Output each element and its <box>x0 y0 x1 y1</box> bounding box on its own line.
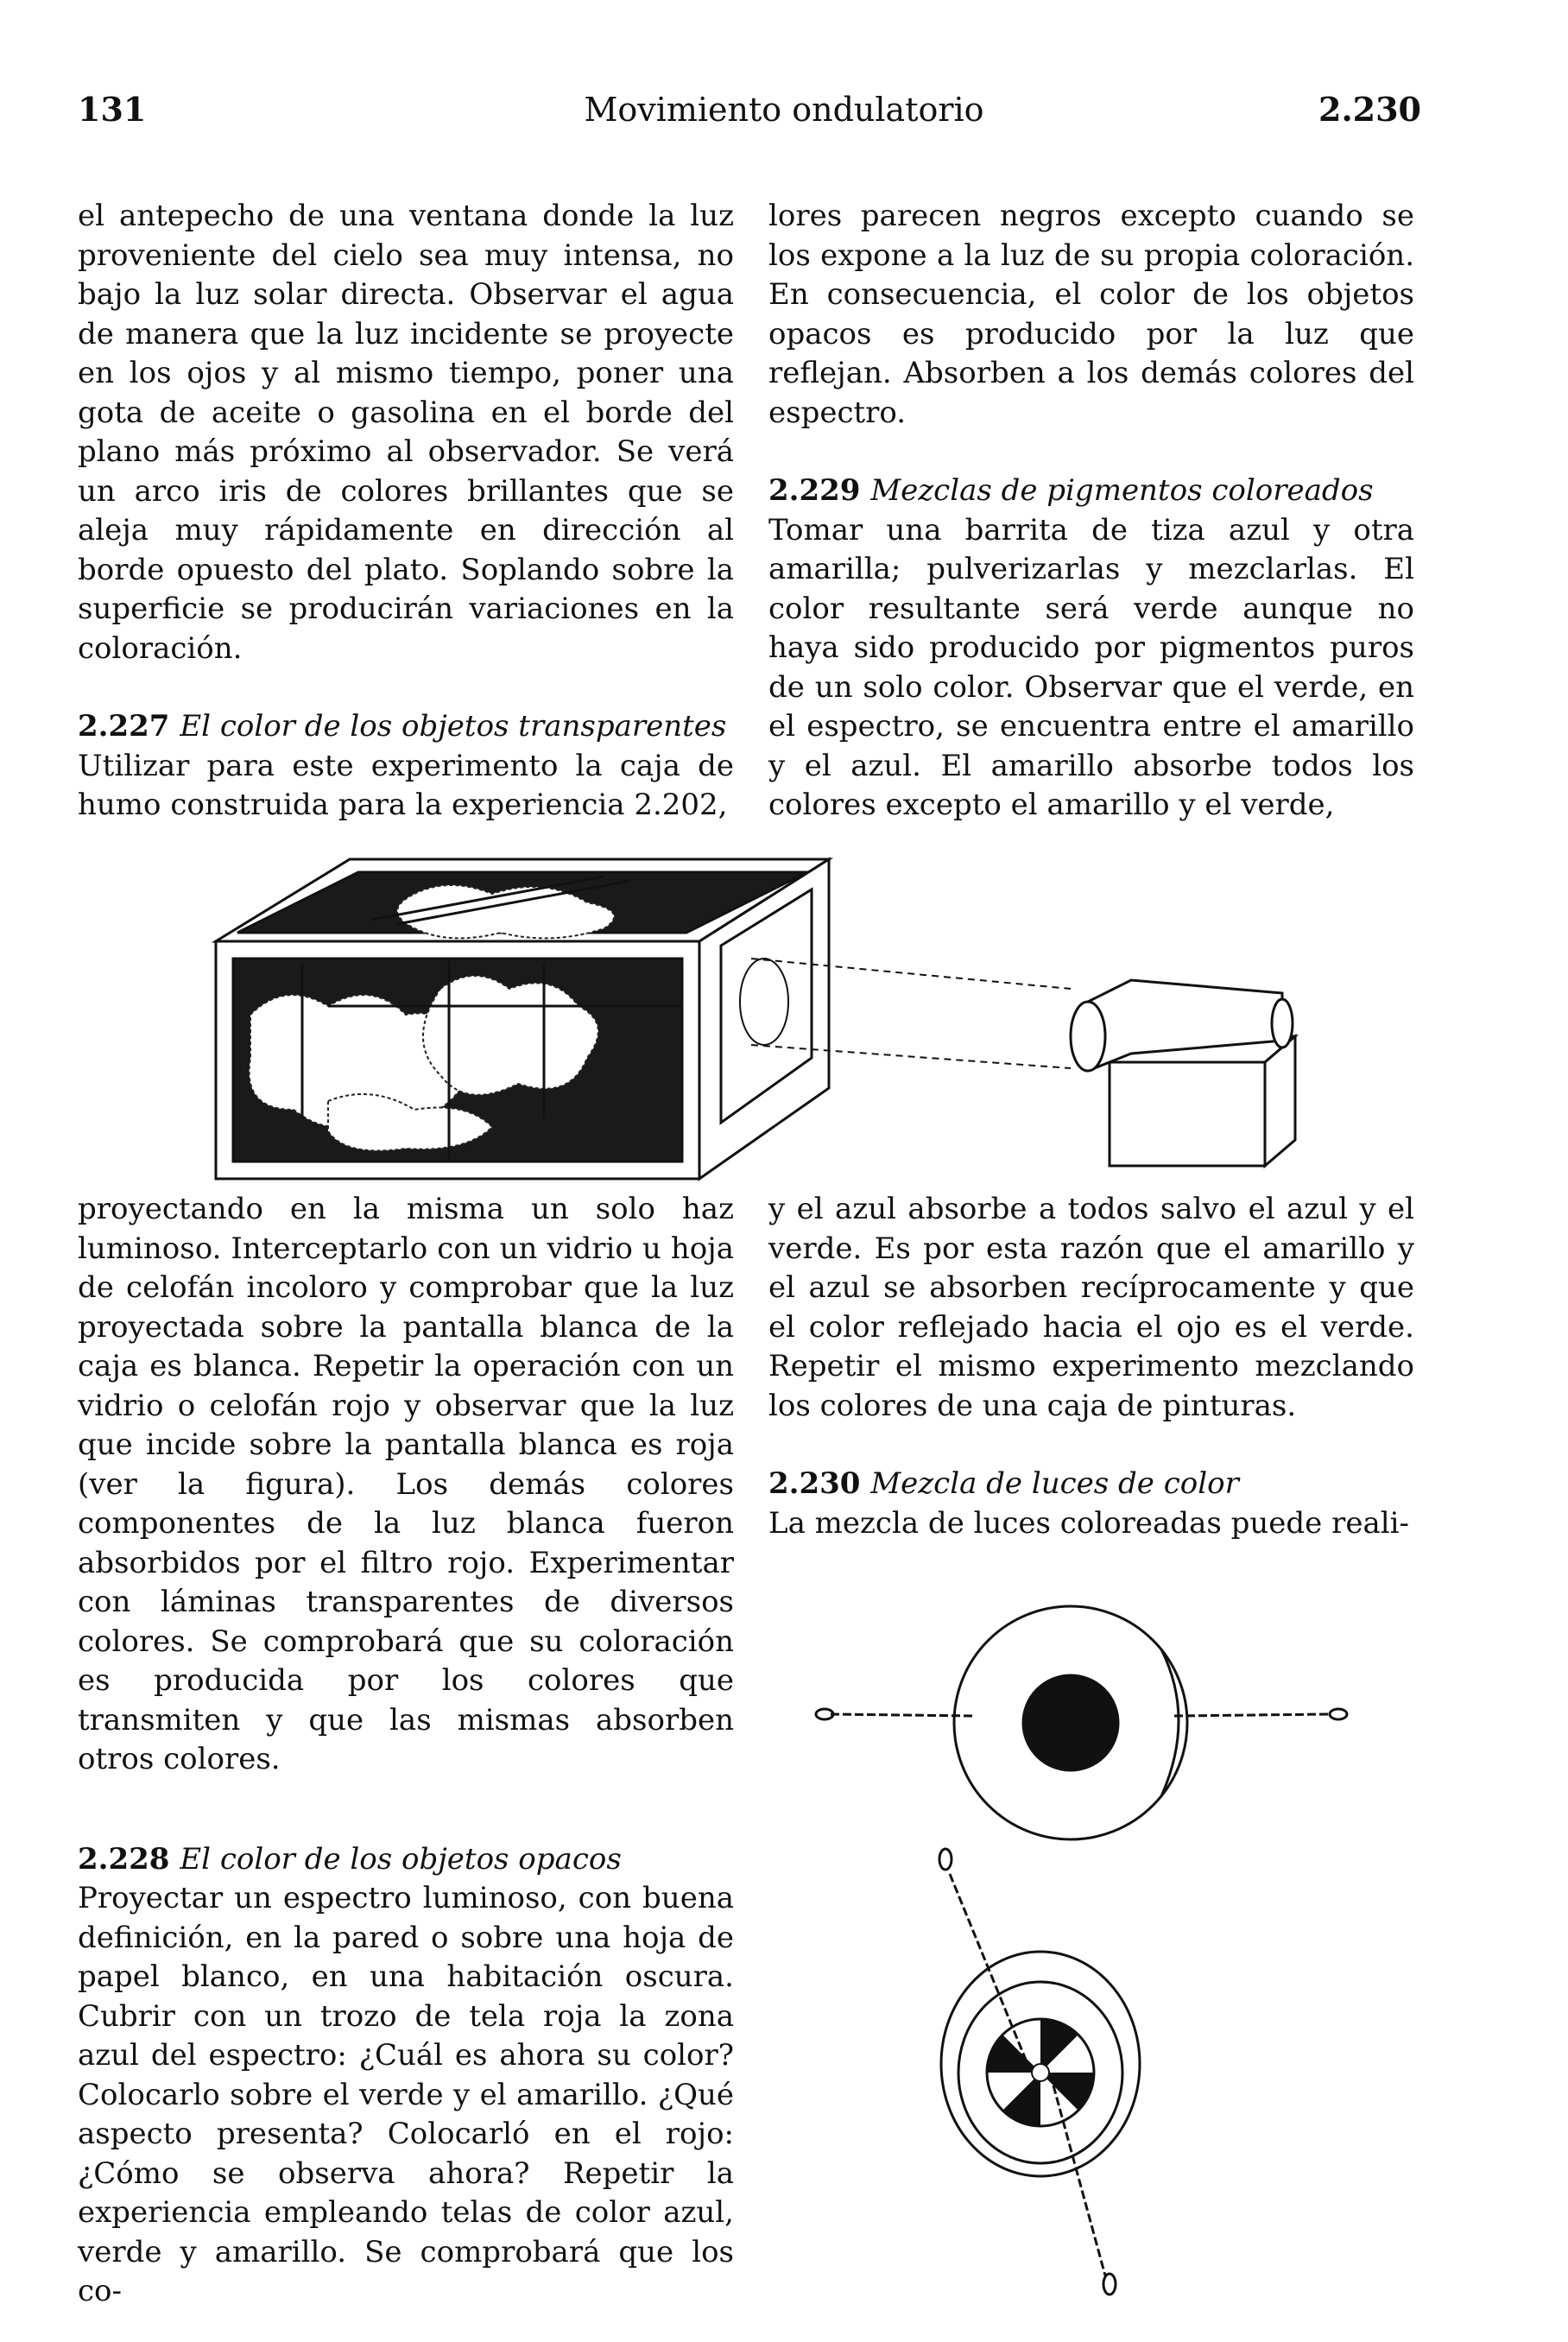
string-loop-right <box>1330 1709 1347 1719</box>
section-heading-2-230 <box>768 1465 1414 1504</box>
section-heading-2-229 <box>768 472 1414 511</box>
section-title: El color de los objetos transparentes <box>180 709 727 744</box>
section-number: 2.227 <box>78 709 180 744</box>
paragraph-2-228: Proyectar un espectro luminoso, con buena definición, en la pared o sobre una hoja de papel blanco, en una habitación oscura. Cubrir con un trozo de tela roja la zona azul del espectro: ¿Cuál es ahora su color? Colocarlo sobre el verde y el amarillo. ¿Qué aspecto presenta? Colocarló en el rojo: ¿Cómo se observa ahora? Repetir la experiencia empleando telas de color azul, verde y amarillo. Se comprobará que los co- <box>78 1881 734 2308</box>
paragraph-continued: lores parecen negros excepto cuando se los expone a la luz de su propia coloración. En consecuencia, el color de los objetos opacos es producido por la luz que reflejan. Absorben a los demás colores del espectro. <box>768 199 1414 430</box>
page-number: 131 <box>78 90 147 129</box>
section-title: Mezclas de pigmentos coloreados <box>870 473 1374 508</box>
section-number: 2.229 <box>768 473 871 508</box>
column-top-right <box>768 197 1414 826</box>
flashlight-cap <box>1272 999 1293 1048</box>
paragraph-2-227: Utilizar para este experimento la caja de humo construida para la experiencia 2.202, <box>78 748 734 822</box>
flashlight-lens <box>1071 1002 1105 1071</box>
disk-black-center <box>1023 1675 1118 1770</box>
string-loop-bottom <box>1103 2274 1116 2295</box>
paragraph-intro: el antepecho de una ventana donde la luz proveniente del cielo sea muy intensa, no bajo la luz solar directa. Observar el agua de manera que la luz incidente se proyecte en los ojos y al mismo tiempo, poner una gota de aceite o gasolina en el borde del plano más próximo al observador. Se verá un arco iris de colores brillantes que se aleja muy rápidamente en dirección al borde opuesto del plato. Soplando sobre la superficie se producirán variaciones en la coloración. <box>78 199 734 666</box>
string-loop-top <box>939 1849 952 1870</box>
paragraph-continued: proyectando en la misma un solo haz luminoso. Interceptarlo con un vidrio u hoja de celofán incoloro y comprobar que la luz proyectada sobre la pantalla blanca de la caja es blanca. Repetir la operación con un vidrio o celofán rojo y observar que la luz que incide sobre la pantalla blanca es roja (ver la figura). Los demás colores componentes de la luz blanca fueron absorbidos por el filtro rojo. Experimentar con láminas transparentes de diversos colores. Se comprobará que su coloración es producida por los colores que transmiten y que las mismas absorben otros colores. <box>78 1192 734 1776</box>
column-top-left <box>78 197 734 826</box>
section-title: Mezcla de luces de color <box>870 1466 1239 1501</box>
section-number: 2.228 <box>78 1841 180 1877</box>
paragraph-continued: y el azul absorbe a todos salvo el azul y el verde. Es por esta razón que el amarillo y el azul se absorben recíprocamente y que el color reflejado hacia el ojo es el verde. Repetir el mismo experimento mezclando los colores de una caja de pinturas. <box>768 1192 1414 1423</box>
section-reference: 2.230 <box>1318 90 1421 129</box>
section-title: El color de los objetos opacos <box>180 1841 622 1877</box>
running-title: Movimiento ondulatorio <box>584 91 984 129</box>
flashlight-stand <box>1110 1062 1265 1166</box>
paragraph-2-230: La mezcla de luces coloreadas puede reali- <box>768 1505 1409 1541</box>
smoke-box-illustration <box>199 842 1312 1187</box>
section-heading-2-228 <box>78 1840 734 1880</box>
flashlight <box>1071 980 1295 1166</box>
paragraph-2-229: Tomar una barrita de tiza azul y otra amarilla; pulverizarlas y mezclarlas. El color resultante será verde aunque no haya sido producido por pigmentos puros de un solo color. Observar que el verde, en el espectro, se encuentra entre el amarillo y el azul. El amarillo absorbe todos los colores excepto el amarillo y el verde, <box>768 512 1414 822</box>
column-bottom-right <box>768 1190 1414 1543</box>
color-disk-sectors-illustration <box>933 1844 1148 2297</box>
section-number: 2.230 <box>768 1466 871 1501</box>
color-disk-solid-illustration <box>812 1602 1364 1852</box>
column-bottom-left <box>78 1190 734 2312</box>
sector-pattern <box>987 2019 1094 2126</box>
section-heading-2-227 <box>78 707 734 747</box>
